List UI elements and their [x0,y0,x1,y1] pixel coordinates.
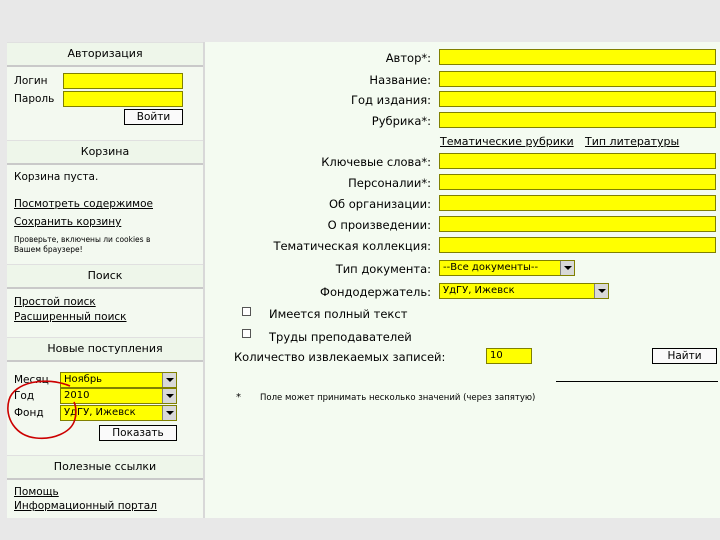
year-select-value: 2010 [64,390,90,401]
title-input[interactable] [439,71,716,87]
cart-section-title: Корзина [7,140,203,165]
year-label: Год [14,390,35,402]
chevron-down-icon [162,389,176,403]
chevron-down-icon [594,284,608,298]
holder-label: Фондодержатель: [320,285,431,299]
new-arrivals-section-title: Новые поступления [7,337,203,362]
advanced-search-link[interactable]: Расширенный поиск [14,311,127,323]
login-label: Логин [14,75,48,87]
footnote-text: Поле может принимать несколько значений (через запятую) [260,393,536,403]
year-published-label: Год издания: [350,93,431,107]
about-work-label: О произведении: [327,218,431,232]
cookies-note-line2: Вашем браузере! [14,245,83,254]
author-label: Автор*: [385,51,431,65]
about-work-input[interactable] [439,216,716,232]
rubric-label: Рубрика*: [371,114,431,128]
chevron-down-icon [162,406,176,420]
doc-type-select-value: --Все документы-- [443,262,539,273]
fund-select-value: УдГУ, Ижевск [64,407,136,418]
holder-select[interactable] [439,283,609,299]
chevron-down-icon [560,261,574,275]
help-link[interactable]: Помощь [14,486,59,498]
doc-type-label: Тип документа: [335,262,431,276]
collection-input[interactable] [439,237,716,253]
footnote-star: * [236,392,241,403]
simple-search-link[interactable]: Простой поиск [14,296,96,308]
fulltext-checkbox[interactable] [242,307,251,316]
show-button[interactable]: Показать [99,425,177,441]
password-input[interactable] [63,91,183,107]
cart-empty-text: Корзина пуста. [14,171,99,183]
fund-label: Фонд [14,407,44,419]
login-button[interactable]: Войти [124,109,183,125]
divider [556,381,718,382]
year-published-input[interactable] [439,91,716,107]
keywords-label: Ключевые слова*: [321,155,431,169]
search-section-title: Поиск [7,264,203,289]
highlight-circle [2,378,86,444]
cookies-note-line1: Проверьте, включены ли cookies в [14,235,151,244]
portal-link[interactable]: Информационный портал [14,500,157,512]
persons-input[interactable] [439,174,716,190]
month-select-value: Ноябрь [64,374,103,385]
faculty-checkbox-label: Труды преподавателей [269,330,412,344]
thematic-rubrics-link[interactable]: Тематические рубрики [440,135,574,148]
collection-label: Тематическая коллекция: [273,239,431,253]
month-label: Месяц [14,374,49,386]
faculty-checkbox[interactable] [242,329,251,338]
useful-links-section-title: Полезные ссылки [7,455,203,480]
view-cart-link[interactable]: Посмотреть содержимое [14,198,153,210]
password-label: Пароль [14,93,55,105]
literature-type-link[interactable]: Тип литературы [585,135,680,148]
save-cart-link[interactable]: Сохранить корзину [14,216,122,228]
chevron-down-icon [162,373,176,387]
records-count-label: Количество извлекаемых записей: [234,350,446,364]
login-input[interactable] [63,73,183,89]
persons-label: Персоналии*: [348,176,431,190]
organizations-label: Об организации: [328,197,431,211]
title-label: Название: [369,73,431,87]
keywords-input[interactable] [439,153,716,169]
find-button[interactable]: Найти [652,348,717,364]
doc-type-select[interactable] [439,260,575,276]
records-count-input[interactable]: 10 [486,348,532,364]
fulltext-checkbox-label: Имеется полный текст [269,307,408,321]
author-input[interactable] [439,49,716,65]
organizations-input[interactable] [439,195,716,211]
holder-select-value: УдГУ, Ижевск [443,285,515,296]
auth-section-title: Авторизация [7,42,203,67]
rubric-input[interactable] [439,112,716,128]
